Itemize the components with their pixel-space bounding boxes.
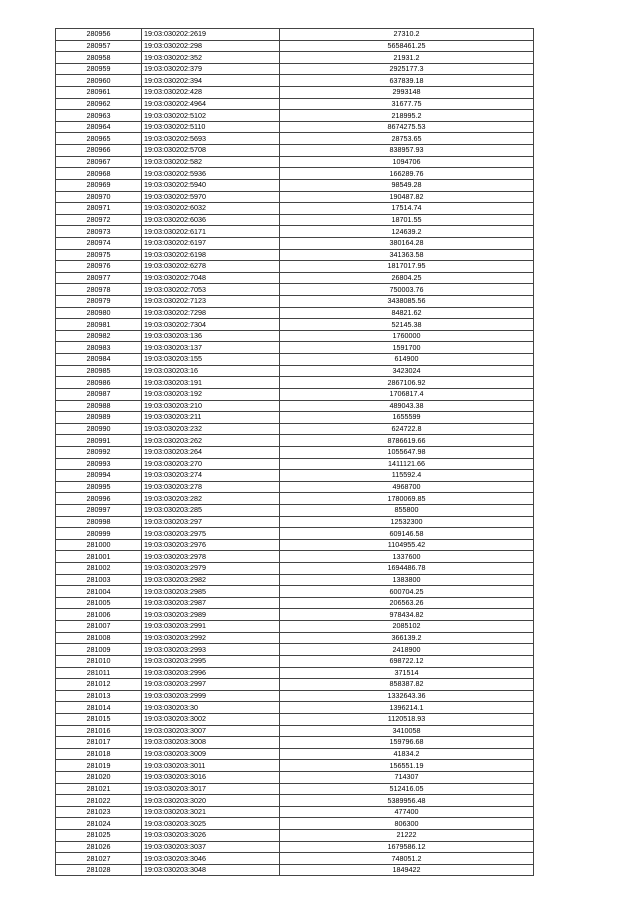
value-cell: 1094706 (280, 156, 534, 168)
row-number-cell: 280986 (56, 377, 142, 389)
table-row (56, 690, 534, 702)
row-number-cell: 280956 (56, 29, 142, 41)
cadastral-number-cell: 19:03:030202:428 (142, 87, 280, 99)
row-number-cell: 280966 (56, 145, 142, 157)
row-number-cell: 280992 (56, 446, 142, 458)
table-row (56, 237, 534, 249)
row-number-cell: 281012 (56, 679, 142, 691)
table-row (56, 748, 534, 760)
table-row (56, 632, 534, 644)
cadastral-number-cell: 19:03:030203:30 (142, 702, 280, 714)
table-row (56, 609, 534, 621)
cadastral-number-cell: 19:03:030203:3020 (142, 795, 280, 807)
value-cell: 1411121.66 (280, 458, 534, 470)
cadastral-number-cell: 19:03:030202:298 (142, 40, 280, 52)
value-cell: 489043.38 (280, 400, 534, 412)
cadastral-number-cell: 19:03:030202:6198 (142, 249, 280, 261)
table-row (56, 179, 534, 191)
value-cell: 1655599 (280, 412, 534, 424)
table-row (56, 679, 534, 691)
value-cell: 2993148 (280, 87, 534, 99)
value-cell: 806300 (280, 818, 534, 830)
table-row (56, 296, 534, 308)
value-cell: 341363.58 (280, 249, 534, 261)
cadastral-number-cell: 19:03:030203:264 (142, 446, 280, 458)
cadastral-number-cell: 19:03:030202:5693 (142, 133, 280, 145)
table-row (56, 191, 534, 203)
table-row (56, 551, 534, 563)
row-number-cell: 280965 (56, 133, 142, 145)
table-row (56, 87, 534, 99)
table-row (56, 226, 534, 238)
cadastral-number-cell: 19:03:030202:7048 (142, 272, 280, 284)
cadastral-number-cell: 19:03:030202:6197 (142, 237, 280, 249)
value-cell: 156551.19 (280, 760, 534, 772)
table-row (56, 412, 534, 424)
table-row (56, 667, 534, 679)
row-number-cell: 280987 (56, 388, 142, 400)
value-cell: 978434.82 (280, 609, 534, 621)
cadastral-number-cell: 19:03:030202:5110 (142, 121, 280, 133)
row-number-cell: 280962 (56, 98, 142, 110)
cadastral-number-cell: 19:03:030203:211 (142, 412, 280, 424)
row-number-cell: 280976 (56, 261, 142, 273)
row-number-cell: 281017 (56, 737, 142, 749)
value-cell: 124639.2 (280, 226, 534, 238)
table-row (56, 458, 534, 470)
cadastral-number-cell: 19:03:030203:3008 (142, 737, 280, 749)
cadastral-number-cell: 19:03:030203:297 (142, 516, 280, 528)
cadastral-number-cell: 19:03:030203:16 (142, 365, 280, 377)
row-number-cell: 281020 (56, 772, 142, 784)
cadastral-number-cell: 19:03:030202:582 (142, 156, 280, 168)
table-row (56, 841, 534, 853)
cadastral-number-cell: 19:03:030203:285 (142, 504, 280, 516)
row-number-cell: 280994 (56, 470, 142, 482)
table-row (56, 133, 534, 145)
cadastral-number-cell: 19:03:030203:270 (142, 458, 280, 470)
value-cell: 838957.93 (280, 145, 534, 157)
cadastral-number-cell: 19:03:030203:2996 (142, 667, 280, 679)
cadastral-number-cell: 19:03:030203:2982 (142, 574, 280, 586)
table-row (56, 98, 534, 110)
table-row (56, 52, 534, 64)
row-number-cell: 280989 (56, 412, 142, 424)
table-row (56, 423, 534, 435)
table-row (56, 446, 534, 458)
value-cell: 748051.2 (280, 853, 534, 865)
cadastral-number-cell: 19:03:030203:137 (142, 342, 280, 354)
cadastral-number-cell: 19:03:030202:2619 (142, 29, 280, 41)
value-cell: 637839.18 (280, 75, 534, 87)
row-number-cell: 281004 (56, 586, 142, 598)
cadastral-number-cell: 19:03:030202:6171 (142, 226, 280, 238)
row-number-cell: 280981 (56, 319, 142, 331)
cadastral-number-cell: 19:03:030203:2997 (142, 679, 280, 691)
value-cell: 614900 (280, 354, 534, 366)
cadastral-number-cell: 19:03:030203:2979 (142, 563, 280, 575)
cadastral-number-cell: 19:03:030203:2993 (142, 644, 280, 656)
row-number-cell: 280970 (56, 191, 142, 203)
cadastral-number-cell: 19:03:030202:5708 (142, 145, 280, 157)
table-row (56, 818, 534, 830)
table-row (56, 853, 534, 865)
row-number-cell: 280995 (56, 481, 142, 493)
value-cell: 600704.25 (280, 586, 534, 598)
table-row (56, 806, 534, 818)
table-row (56, 470, 534, 482)
table-row (56, 261, 534, 273)
table-row (56, 481, 534, 493)
value-cell: 12532300 (280, 516, 534, 528)
row-number-cell: 281016 (56, 725, 142, 737)
table-row (56, 772, 534, 784)
value-cell: 31677.75 (280, 98, 534, 110)
table-row (56, 435, 534, 447)
table-row (56, 284, 534, 296)
cadastral-number-cell: 19:03:030203:232 (142, 423, 280, 435)
cadastral-number-cell: 19:03:030202:6036 (142, 214, 280, 226)
value-cell: 750003.76 (280, 284, 534, 296)
row-number-cell: 281003 (56, 574, 142, 586)
value-cell: 2085102 (280, 621, 534, 633)
cadastral-number-cell: 19:03:030202:5102 (142, 110, 280, 122)
row-number-cell: 281021 (56, 783, 142, 795)
cadastral-number-cell: 19:03:030203:262 (142, 435, 280, 447)
value-cell: 1679586.12 (280, 841, 534, 853)
value-cell: 1591700 (280, 342, 534, 354)
table-body (56, 29, 534, 876)
table-row (56, 365, 534, 377)
value-cell: 1849422 (280, 864, 534, 876)
row-number-cell: 280961 (56, 87, 142, 99)
cadastral-number-cell: 19:03:030203:2989 (142, 609, 280, 621)
cadastral-number-cell: 19:03:030202:6278 (142, 261, 280, 273)
value-cell: 2867106.92 (280, 377, 534, 389)
cadastral-number-cell: 19:03:030203:2995 (142, 655, 280, 667)
row-number-cell: 280968 (56, 168, 142, 180)
table-row (56, 702, 534, 714)
row-number-cell: 280967 (56, 156, 142, 168)
value-cell: 1780069.85 (280, 493, 534, 505)
cadastral-number-cell: 19:03:030203:3016 (142, 772, 280, 784)
value-cell: 52145.38 (280, 319, 534, 331)
table-row (56, 760, 534, 772)
value-cell: 41834.2 (280, 748, 534, 760)
cadastral-number-cell: 19:03:030203:282 (142, 493, 280, 505)
cadastral-number-cell: 19:03:030202:6032 (142, 203, 280, 215)
cadastral-number-cell: 19:03:030202:379 (142, 63, 280, 75)
value-cell: 8674275.53 (280, 121, 534, 133)
cadastral-number-cell: 19:03:030202:352 (142, 52, 280, 64)
value-cell: 609146.58 (280, 528, 534, 540)
row-number-cell: 281000 (56, 539, 142, 551)
cadastral-number-cell: 19:03:030203:3007 (142, 725, 280, 737)
row-number-cell: 280996 (56, 493, 142, 505)
table-row (56, 63, 534, 75)
cadastral-number-cell: 19:03:030203:191 (142, 377, 280, 389)
table-row (56, 400, 534, 412)
row-number-cell: 281008 (56, 632, 142, 644)
table-row (56, 377, 534, 389)
row-number-cell: 280971 (56, 203, 142, 215)
table-row (56, 586, 534, 598)
row-number-cell: 280964 (56, 121, 142, 133)
table-row (56, 795, 534, 807)
cadastral-number-cell: 19:03:030203:3048 (142, 864, 280, 876)
cadastral-number-cell: 19:03:030203:2985 (142, 586, 280, 598)
cadastral-number-cell: 19:03:030203:3017 (142, 783, 280, 795)
row-number-cell: 281005 (56, 597, 142, 609)
row-number-cell: 281009 (56, 644, 142, 656)
row-number-cell: 280978 (56, 284, 142, 296)
row-number-cell: 281007 (56, 621, 142, 633)
table-row (56, 354, 534, 366)
row-number-cell: 280969 (56, 179, 142, 191)
row-number-cell: 281001 (56, 551, 142, 563)
table-row (56, 307, 534, 319)
row-number-cell: 280958 (56, 52, 142, 64)
row-number-cell: 280999 (56, 528, 142, 540)
value-cell: 380164.28 (280, 237, 534, 249)
value-cell: 159796.68 (280, 737, 534, 749)
table-row (56, 40, 534, 52)
row-number-cell: 281023 (56, 806, 142, 818)
cadastral-number-cell: 19:03:030203:3026 (142, 830, 280, 842)
row-number-cell: 281015 (56, 713, 142, 725)
row-number-cell: 280974 (56, 237, 142, 249)
value-cell: 1120518.93 (280, 713, 534, 725)
value-cell: 5389956.48 (280, 795, 534, 807)
row-number-cell: 281002 (56, 563, 142, 575)
value-cell: 1383800 (280, 574, 534, 586)
cadastral-number-cell: 19:03:030203:2978 (142, 551, 280, 563)
row-number-cell: 280959 (56, 63, 142, 75)
row-number-cell: 281018 (56, 748, 142, 760)
table-row (56, 864, 534, 876)
row-number-cell: 281013 (56, 690, 142, 702)
cadastral-number-cell: 19:03:030203:136 (142, 330, 280, 342)
value-cell: 1396214.1 (280, 702, 534, 714)
table-row (56, 319, 534, 331)
cadastral-number-cell: 19:03:030203:278 (142, 481, 280, 493)
value-cell: 3438085.56 (280, 296, 534, 308)
table-row (56, 574, 534, 586)
row-number-cell: 281022 (56, 795, 142, 807)
value-cell: 5658461.25 (280, 40, 534, 52)
value-cell: 8786619.66 (280, 435, 534, 447)
table-row (56, 516, 534, 528)
row-number-cell: 280960 (56, 75, 142, 87)
cadastral-number-cell: 19:03:030202:7304 (142, 319, 280, 331)
cadastral-number-cell: 19:03:030203:155 (142, 354, 280, 366)
value-cell: 206563.26 (280, 597, 534, 609)
cadastral-number-cell: 19:03:030203:3046 (142, 853, 280, 865)
value-cell: 855800 (280, 504, 534, 516)
table-row (56, 713, 534, 725)
value-cell: 3423024 (280, 365, 534, 377)
table-row (56, 168, 534, 180)
data-table (55, 28, 534, 876)
value-cell: 17514.74 (280, 203, 534, 215)
value-cell: 1817017.95 (280, 261, 534, 273)
table-row (56, 830, 534, 842)
table-row (56, 330, 534, 342)
value-cell: 3410058 (280, 725, 534, 737)
row-number-cell: 281019 (56, 760, 142, 772)
cadastral-number-cell: 19:03:030203:3009 (142, 748, 280, 760)
cadastral-number-cell: 19:03:030203:274 (142, 470, 280, 482)
table-row (56, 156, 534, 168)
row-number-cell: 280973 (56, 226, 142, 238)
value-cell: 512416.05 (280, 783, 534, 795)
value-cell: 98549.28 (280, 179, 534, 191)
value-cell: 2925177.3 (280, 63, 534, 75)
table-row (56, 621, 534, 633)
cadastral-number-cell: 19:03:030203:2975 (142, 528, 280, 540)
value-cell: 1760000 (280, 330, 534, 342)
row-number-cell: 280983 (56, 342, 142, 354)
value-cell: 624722.8 (280, 423, 534, 435)
cadastral-number-cell: 19:03:030203:3025 (142, 818, 280, 830)
row-number-cell: 280990 (56, 423, 142, 435)
value-cell: 1706817.4 (280, 388, 534, 400)
table-row (56, 29, 534, 41)
value-cell: 190487.82 (280, 191, 534, 203)
cadastral-number-cell: 19:03:030203:3037 (142, 841, 280, 853)
cadastral-number-cell: 19:03:030203:3002 (142, 713, 280, 725)
value-cell: 477400 (280, 806, 534, 818)
value-cell: 115592.4 (280, 470, 534, 482)
cadastral-number-cell: 19:03:030202:394 (142, 75, 280, 87)
row-number-cell: 281026 (56, 841, 142, 853)
table-row (56, 272, 534, 284)
table-row (56, 121, 534, 133)
cadastral-number-cell: 19:03:030202:7298 (142, 307, 280, 319)
table-row (56, 737, 534, 749)
value-cell: 858387.82 (280, 679, 534, 691)
cadastral-number-cell: 19:03:030202:5936 (142, 168, 280, 180)
row-number-cell: 280977 (56, 272, 142, 284)
row-number-cell: 280998 (56, 516, 142, 528)
cadastral-number-cell: 19:03:030203:2999 (142, 690, 280, 702)
row-number-cell: 280993 (56, 458, 142, 470)
cadastral-number-cell: 19:03:030202:7123 (142, 296, 280, 308)
value-cell: 1332643.36 (280, 690, 534, 702)
value-cell: 1694486.78 (280, 563, 534, 575)
cadastral-number-cell: 19:03:030203:192 (142, 388, 280, 400)
table-row (56, 725, 534, 737)
row-number-cell: 281006 (56, 609, 142, 621)
table-row (56, 388, 534, 400)
row-number-cell: 280963 (56, 110, 142, 122)
value-cell: 27310.2 (280, 29, 534, 41)
row-number-cell: 281014 (56, 702, 142, 714)
cadastral-number-cell: 19:03:030203:2987 (142, 597, 280, 609)
table-row (56, 249, 534, 261)
table-row (56, 504, 534, 516)
table-row (56, 539, 534, 551)
row-number-cell: 280975 (56, 249, 142, 261)
table-row (56, 342, 534, 354)
value-cell: 166289.76 (280, 168, 534, 180)
cadastral-number-cell: 19:03:030203:3011 (142, 760, 280, 772)
value-cell: 21931.2 (280, 52, 534, 64)
row-number-cell: 280957 (56, 40, 142, 52)
cadastral-number-cell: 19:03:030203:3021 (142, 806, 280, 818)
value-cell: 28753.65 (280, 133, 534, 145)
row-number-cell: 280988 (56, 400, 142, 412)
row-number-cell: 280972 (56, 214, 142, 226)
row-number-cell: 281025 (56, 830, 142, 842)
value-cell: 18701.55 (280, 214, 534, 226)
value-cell: 4968700 (280, 481, 534, 493)
table-row (56, 203, 534, 215)
cadastral-number-cell: 19:03:030202:4964 (142, 98, 280, 110)
row-number-cell: 281024 (56, 818, 142, 830)
table-row (56, 145, 534, 157)
value-cell: 84821.62 (280, 307, 534, 319)
value-cell: 26804.25 (280, 272, 534, 284)
table-row (56, 783, 534, 795)
row-number-cell: 281011 (56, 667, 142, 679)
row-number-cell: 280997 (56, 504, 142, 516)
cadastral-number-cell: 19:03:030202:5970 (142, 191, 280, 203)
table-row (56, 528, 534, 540)
cadastral-number-cell: 19:03:030203:2992 (142, 632, 280, 644)
table-row (56, 597, 534, 609)
cadastral-number-cell: 19:03:030202:5940 (142, 179, 280, 191)
cadastral-number-cell: 19:03:030202:7053 (142, 284, 280, 296)
value-cell: 2418900 (280, 644, 534, 656)
value-cell: 1337600 (280, 551, 534, 563)
value-cell: 1104955.42 (280, 539, 534, 551)
row-number-cell: 280980 (56, 307, 142, 319)
value-cell: 698722.12 (280, 655, 534, 667)
value-cell: 1055647.98 (280, 446, 534, 458)
table-row (56, 214, 534, 226)
row-number-cell: 281028 (56, 864, 142, 876)
cadastral-number-cell: 19:03:030203:2991 (142, 621, 280, 633)
table-row (56, 563, 534, 575)
table-row (56, 110, 534, 122)
table-row (56, 655, 534, 667)
row-number-cell: 281027 (56, 853, 142, 865)
row-number-cell: 280979 (56, 296, 142, 308)
row-number-cell: 280982 (56, 330, 142, 342)
row-number-cell: 281010 (56, 655, 142, 667)
row-number-cell: 280991 (56, 435, 142, 447)
table-row (56, 493, 534, 505)
row-number-cell: 280984 (56, 354, 142, 366)
value-cell: 366139.2 (280, 632, 534, 644)
table-row (56, 644, 534, 656)
row-number-cell: 280985 (56, 365, 142, 377)
value-cell: 21222 (280, 830, 534, 842)
value-cell: 218995.2 (280, 110, 534, 122)
table-row (56, 75, 534, 87)
cadastral-number-cell: 19:03:030203:210 (142, 400, 280, 412)
value-cell: 371514 (280, 667, 534, 679)
value-cell: 714307 (280, 772, 534, 784)
cadastral-number-cell: 19:03:030203:2976 (142, 539, 280, 551)
